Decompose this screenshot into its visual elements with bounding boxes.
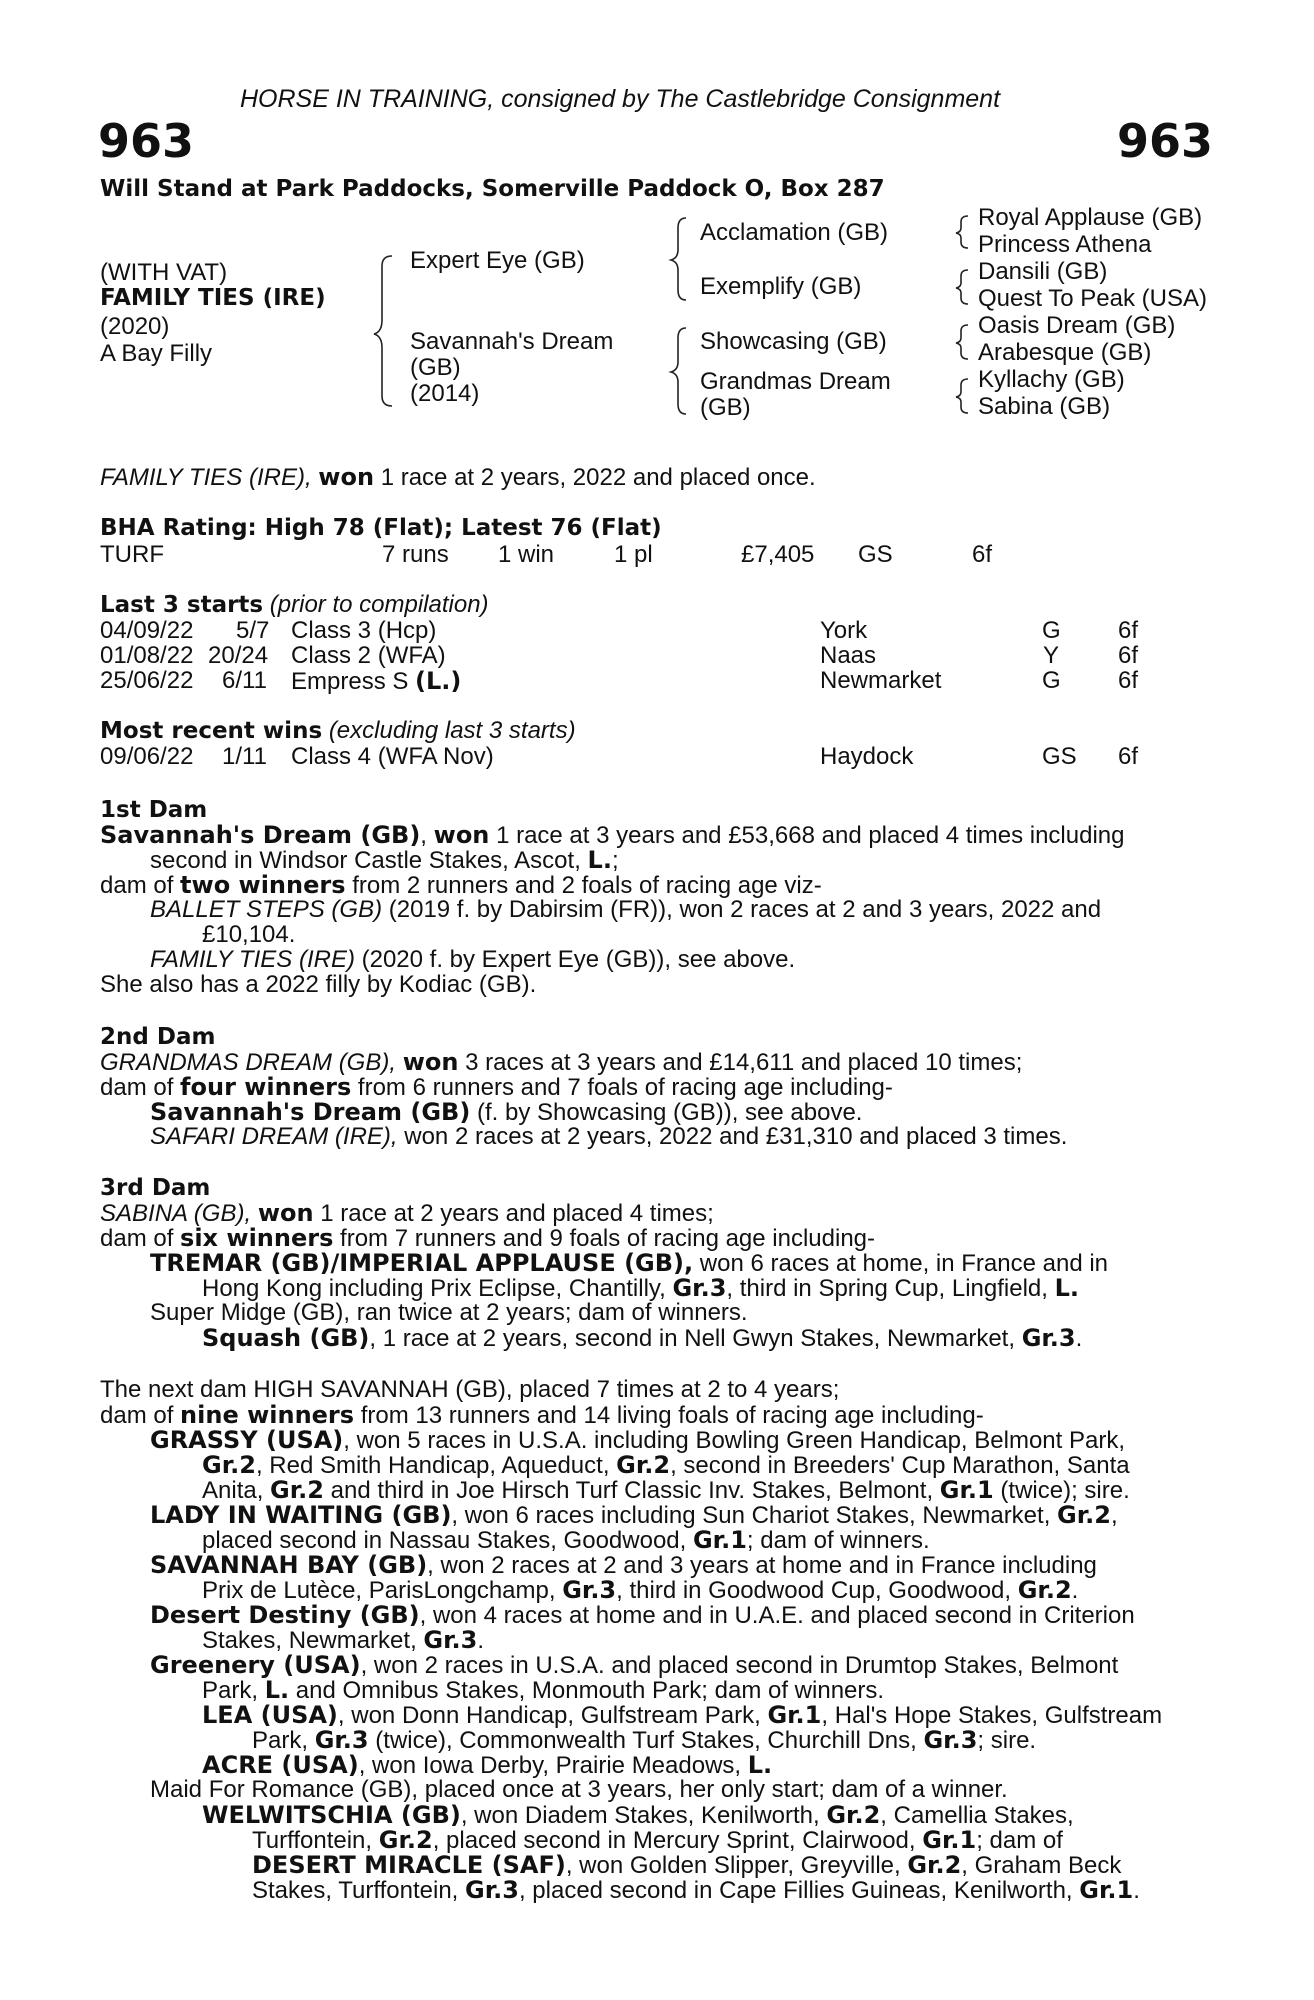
dam1-line: Savannah's Dream (GB), won 1 race at 3 years and £53,668 and placed 4 times including (100, 821, 1125, 849)
progeny-record: Turffontein, (252, 1827, 373, 1854)
progeny-name: GRASSY (USA) (150, 1426, 344, 1454)
progeny-line (150, 1552, 1097, 1579)
last3-race (291, 668, 461, 695)
dam2-line (150, 1124, 1067, 1150)
progeny-record: , won 4 races at home and in U.A.E. and placed second in Criterion (419, 1602, 1135, 1629)
progeny-record: Park, (252, 1727, 309, 1754)
last3-course: York (820, 617, 868, 644)
dam3-line (100, 1225, 875, 1252)
progeny-record: Stakes, Turffontein, (252, 1877, 459, 1904)
progeny-record: ; sire. (977, 1727, 1037, 1754)
last3-date: 25/06/22 (100, 667, 194, 694)
group-rating: Gr.1 (922, 1826, 977, 1854)
pedigree-gen3-4: Quest To Peak (USA) (978, 285, 1207, 312)
group-rating: Gr.3 (923, 1726, 978, 1754)
recent-wins-heading (100, 718, 576, 744)
dam1-line (150, 847, 619, 874)
group-rating: Gr.3 (314, 1726, 369, 1754)
progeny-name: SAFARI DREAM (IRE), (150, 1123, 398, 1150)
last3-position: 5/7 (236, 617, 270, 644)
group-rating: Gr.3 (465, 1876, 519, 1904)
summary-won: won (318, 463, 375, 491)
group-rating: Gr.2 (907, 1851, 962, 1879)
last3-distance: 6f (1118, 667, 1139, 694)
last3-going: Y (1043, 642, 1060, 669)
progeny-line (150, 1652, 1118, 1679)
progeny-name: TREMAR (GB)/IMPERIAL APPLAUSE (GB), (150, 1249, 694, 1277)
progeny-record: , Camellia Stakes, (880, 1802, 1074, 1829)
progeny-name: Desert Destiny (GB) (150, 1601, 420, 1629)
recent-wins-title: Most recent wins (100, 718, 323, 744)
punct: . (477, 1627, 485, 1654)
progeny-record: , second in Breeders' Cup Marathon, Santa (670, 1452, 1130, 1479)
last3-distance: 6f (1118, 617, 1139, 644)
group-rating: Gr.2 (378, 1826, 433, 1854)
progeny-record: and Omnibus Stakes, Monmouth Park; dam of winners. (295, 1677, 885, 1704)
group-rating: Gr.2 (270, 1476, 324, 1504)
pedigree-sire-sire: Acclamation (GB) (700, 219, 889, 246)
pedigree-dam-line3: (2014) (410, 380, 480, 407)
recent-wins-note: (excluding last 3 starts) (328, 717, 576, 744)
progeny-line (202, 1527, 930, 1554)
punct: . (1075, 1325, 1083, 1352)
progeny-record: (twice), Commonwealth Turf Stakes, Churchill Dns, (375, 1727, 917, 1754)
punct: . (1071, 1577, 1079, 1604)
progeny-record: placed second in Nassau Stakes, Goodwood, (202, 1527, 687, 1554)
next-dam-line: The next dam HIGH SAVANNAH (GB), placed 7 times at 2 to 4 years; (100, 1376, 840, 1403)
dam1-punct: ; (611, 847, 619, 874)
stand-location: Will Stand at Park Paddocks, Somerville Paddock O, Box 287 (100, 176, 885, 202)
dam3-record: 1 race at 2 years and placed 4 times; (320, 1200, 714, 1227)
progeny-record: Stakes, Newmarket, (202, 1627, 417, 1654)
recent-win-going: GS (1042, 743, 1077, 770)
last3-position: 20/24 (208, 642, 269, 669)
progeny-record: , won 2 races at 2 and 3 years at home and in France including (427, 1552, 1097, 1579)
progeny-record: , won 2 races in U.S.A. and placed second in Drumtop Stakes, Belmont (360, 1652, 1119, 1679)
progeny-line (202, 1627, 484, 1654)
punct: . (1133, 1877, 1140, 1904)
pedigree-gen3-5: Oasis Dream (GB) (978, 312, 1176, 339)
group-rating: Gr.2 (1017, 1576, 1072, 1604)
race-summary (100, 464, 816, 491)
progeny-line (202, 1677, 884, 1704)
pedigree-gen3-1: Royal Applause (GB) (978, 204, 1203, 231)
progeny-name: Squash (GB) (202, 1324, 370, 1352)
last3-race: Class 2 (WFA) (291, 642, 446, 669)
pedigree-dam-dam-line2: (GB) (700, 394, 751, 421)
dam1-line (150, 947, 795, 973)
dam2-runners: from 6 runners and 7 foals of racing age including- (357, 1074, 893, 1101)
last3-going: G (1042, 617, 1061, 644)
pedigree-gen3-3: Dansili (GB) (978, 258, 1108, 285)
progeny-record: won 2 races at 2 years, 2022 and £31,310 and placed 3 times. (404, 1123, 1068, 1150)
listed-rating: L. (264, 1676, 290, 1704)
last3-distance: 6f (1118, 642, 1139, 669)
group-rating: Gr.1 (692, 1526, 747, 1554)
brace-gen3-4 (956, 379, 968, 413)
horse-name: FAMILY TIES (IRE) (100, 285, 326, 311)
group-rating: Gr.3 (562, 1576, 617, 1604)
last3-heading (100, 592, 489, 618)
progeny-line (252, 1727, 1036, 1754)
progeny-name: BALLET STEPS (GB) (150, 896, 383, 923)
progeny-record: , placed second in Mercury Sprint, Clairwood, (432, 1827, 916, 1854)
rating-surface: TURF (100, 541, 164, 568)
lot-number-right: 963 (1117, 114, 1214, 168)
group-rating: Gr.2 (616, 1451, 671, 1479)
horse-description: A Bay Filly (100, 340, 213, 367)
dam2-record: 3 races at 3 years and £14,611 and placed 10 times; (465, 1049, 1023, 1076)
horse-year: (2020) (100, 313, 170, 340)
recent-win-distance: 6f (1118, 743, 1139, 770)
progeny-record: (2020 f. by Expert Eye (GB)), see above. (361, 946, 796, 973)
dam2-winners: four winners (180, 1073, 352, 1101)
pedigree-gen3-6: Arabesque (GB) (978, 339, 1152, 366)
listed-rating: L. (747, 1751, 773, 1779)
dam3-damof: dam of (100, 1225, 174, 1252)
last3-race-listed: (L.) (415, 667, 462, 695)
progeny-record: , 1 race at 2 years, second in Nell Gwyn Stakes, Newmarket, (369, 1325, 1016, 1352)
progeny-line (252, 1877, 1140, 1904)
dam2-won: won (402, 1048, 459, 1076)
dam3-line: Super Midge (GB), ran twice at 2 years; dam of winners. (150, 1299, 748, 1326)
dam3-line (150, 1250, 1108, 1277)
progeny-record: , won Iowa Derby, Prairie Meadows, (358, 1752, 742, 1779)
group-rating: Gr.1 (1079, 1876, 1134, 1904)
pedigree-dam-line1: Savannah's Dream (410, 328, 614, 355)
dam2-line (100, 1049, 1022, 1076)
dam1-damof: dam of (100, 872, 174, 899)
dam2-damof: dam of (100, 1074, 174, 1101)
progeny-record: (twice); sire. (1000, 1477, 1130, 1504)
last3-position: 6/11 (222, 667, 267, 694)
progeny-line (202, 1577, 1078, 1604)
vat-note: (WITH VAT) (100, 259, 228, 286)
recent-win-race: Class 4 (WFA Nov) (291, 743, 494, 770)
progeny-name: Greenery (USA) (150, 1651, 361, 1679)
progeny-record: , third in Goodwood Cup, Goodwood, (616, 1577, 1012, 1604)
dam3-name: SABINA (GB), (100, 1200, 252, 1227)
progeny-line (202, 1702, 1162, 1729)
progeny-name: Savannah's Dream (GB) (150, 1098, 471, 1126)
progeny-name: LADY IN WAITING (GB) (150, 1501, 452, 1529)
progeny-line (252, 1827, 1063, 1854)
progeny-record: , won Diadem Stakes, Kenilworth, (460, 1802, 820, 1829)
recent-win-position: 1/11 (222, 743, 267, 770)
dam1-line (100, 872, 822, 899)
last3-race-name: Empress S (291, 668, 409, 695)
dam2-name: GRANDMAS DREAM (GB), (100, 1049, 397, 1076)
dam1-record: 1 race at 3 years and £53,668 and placed 4 times including (496, 822, 1125, 849)
pedigree-gen3-7: Kyllachy (GB) (978, 366, 1125, 393)
progeny-record: (2019 f. by Dabirsim (FR)), won 2 races at 2 and 3 years, 2022 and (388, 896, 1102, 923)
next-dam-damof: dam of (100, 1402, 174, 1429)
rating-earnings: £7,405 (741, 541, 815, 568)
progeny-name: ACRE (USA) (202, 1751, 359, 1779)
dam2-line (150, 1099, 862, 1126)
listed-rating: L. (1054, 1274, 1080, 1302)
progeny-record: , Red Smith Handicap, Aqueduct, (255, 1452, 610, 1479)
progeny-record: , won 5 races in U.S.A. including Bowling Green Handicap, Belmont Park, (343, 1427, 1125, 1454)
progeny-record: Anita, (202, 1477, 264, 1504)
group-rating: Gr.3 (672, 1274, 727, 1302)
group-rating: Gr.2 (202, 1451, 256, 1479)
progeny-record: ; dam of (976, 1827, 1063, 1854)
progeny-name: DESERT MIRACLE (SAF) (252, 1851, 566, 1879)
next-dam-line (100, 1402, 984, 1429)
group-rating: Gr.3 (423, 1626, 478, 1654)
last3-date: 01/08/22 (100, 642, 194, 669)
progeny-record: , Hal's Hope Stakes, Gulfstream (821, 1702, 1163, 1729)
progeny-record: , won Golden Slipper, Greyville, (565, 1852, 901, 1879)
last3-course: Newmarket (820, 667, 942, 694)
progeny-name: SAVANNAH BAY (GB) (150, 1551, 428, 1579)
progeny-record: (f. by Showcasing (GB)), see above. (476, 1099, 863, 1126)
progeny-record: Prix de Lutèce, ParisLongchamp, (202, 1577, 556, 1604)
dam1-heading: 1st Dam (100, 797, 208, 823)
dam1-runners: from 2 runners and 2 foals of racing age viz- (352, 872, 822, 899)
progeny-line (202, 1802, 1074, 1829)
progeny-record: ; dam of winners. (746, 1527, 930, 1554)
dam2-heading: 2nd Dam (100, 1024, 216, 1050)
last3-course: Naas (820, 642, 877, 669)
dam3-line (202, 1325, 1082, 1352)
punct: , (1110, 1502, 1118, 1529)
brace-gen3-3 (956, 325, 968, 359)
dam1-line: £10,104. (202, 921, 296, 948)
progeny-line (150, 1502, 1118, 1529)
brace-main (374, 256, 392, 406)
dam1-winners: two winners (180, 871, 346, 899)
brace-dam (671, 328, 686, 414)
group-rating: Gr.2 (1057, 1501, 1111, 1529)
progeny-record: , Graham Beck (961, 1852, 1122, 1879)
dam1-name: Savannah's Dream (GB) (100, 821, 421, 849)
brace-sire (671, 218, 686, 300)
dam3-runners: from 7 runners and 9 foals of racing age including- (340, 1225, 876, 1252)
brace-gen3-2 (956, 270, 968, 304)
progeny-record: , won Donn Handicap, Gulfstream Park, (337, 1702, 761, 1729)
dam3-heading: 3rd Dam (100, 1175, 211, 1201)
dam1-line (150, 897, 1101, 923)
rating-placed: 1 pl (614, 541, 653, 568)
group-rating: Gr.1 (939, 1476, 994, 1504)
progeny-name: WELWITSCHIA (GB) (202, 1801, 461, 1829)
progeny-record: , third in Spring Cup, Lingfield, (726, 1275, 1048, 1302)
lot-number-left: 963 (98, 114, 195, 168)
dam1-won: won (433, 821, 490, 849)
dam3-winners: six winners (180, 1224, 334, 1252)
progeny-line (150, 1427, 1125, 1454)
progeny-line (202, 1752, 772, 1779)
summary-rest: 1 race at 2 years, 2022 and placed once. (380, 464, 816, 491)
progeny-record: , won 6 races including Sun Chariot Stakes, Newmarket, (451, 1502, 1051, 1529)
last3-date: 04/09/22 (100, 617, 194, 644)
dam1-second-text: second in Windsor Castle Stakes, Ascot, (150, 847, 581, 874)
rating-runs: 7 runs (382, 541, 449, 568)
pedigree-gen3-2: Princess Athena (978, 231, 1152, 258)
progeny-record: won 6 races at home, in France and in (699, 1250, 1109, 1277)
progeny-line: Maid For Romance (GB), placed once at 3 years, her only start; dam of a winner. (150, 1776, 1008, 1803)
consignment-line: HORSE IN TRAINING, consigned by The Castlebridge Consignment (240, 85, 1001, 113)
recent-win-course: Haydock (820, 743, 914, 770)
dam2-line (100, 1074, 893, 1101)
summary-horse: FAMILY TIES (IRE), (100, 464, 312, 491)
dam3-won: won (257, 1199, 314, 1227)
next-dam-runners: from 13 runners and 14 living foals of racing age including- (360, 1402, 984, 1429)
progeny-record: Park, (202, 1677, 259, 1704)
last3-going: G (1042, 667, 1061, 694)
progeny-name: LEA (USA) (202, 1701, 338, 1729)
dam1-listed: L. (587, 846, 612, 874)
pedigree-gen3-8: Sabina (GB) (978, 393, 1111, 420)
recent-win-date: 09/06/22 (100, 743, 194, 770)
last3-race: Class 3 (Hcp) (291, 617, 437, 644)
pedigree-sire: Expert Eye (GB) (410, 247, 585, 274)
progeny-line (202, 1477, 1130, 1504)
progeny-record: and third in Joe Hirsch Turf Classic Inv. Stakes, Belmont, (330, 1477, 934, 1504)
progeny-record: Hong Kong including Prix Eclipse, Chantilly, (202, 1275, 666, 1302)
dam1-line: She also has a 2022 filly by Kodiac (GB). (100, 971, 537, 998)
bha-rating: BHA Rating: High 78 (Flat); Latest 76 (Flat) (100, 515, 662, 541)
pedigree-dam-dam-line1: Grandmas Dream (700, 368, 891, 395)
progeny-line (202, 1452, 1130, 1479)
group-rating: Gr.3 (1021, 1324, 1076, 1352)
next-dam-winners: nine winners (180, 1401, 355, 1429)
progeny-name: FAMILY TIES (IRE) (150, 946, 355, 973)
group-rating: Gr.1 (767, 1701, 822, 1729)
pedigree-sire-dam: Exemplify (GB) (700, 273, 862, 300)
progeny-line (252, 1852, 1121, 1879)
last3-title: Last 3 starts (100, 592, 264, 618)
progeny-line (150, 1602, 1135, 1629)
dam3-line (100, 1200, 714, 1227)
rating-going: GS (858, 541, 893, 568)
group-rating: Gr.2 (826, 1801, 881, 1829)
rating-wins: 1 win (498, 541, 555, 568)
dam3-line (202, 1275, 1079, 1302)
progeny-record: , placed second in Cape Fillies Guineas, Kenilworth, (518, 1877, 1073, 1904)
rating-distance: 6f (972, 541, 993, 568)
pedigree-dam-line2: (GB) (410, 354, 461, 381)
pedigree-dam-sire: Showcasing (GB) (700, 328, 887, 355)
brace-gen3-1 (956, 216, 968, 248)
last3-note: (prior to compilation) (269, 591, 489, 618)
